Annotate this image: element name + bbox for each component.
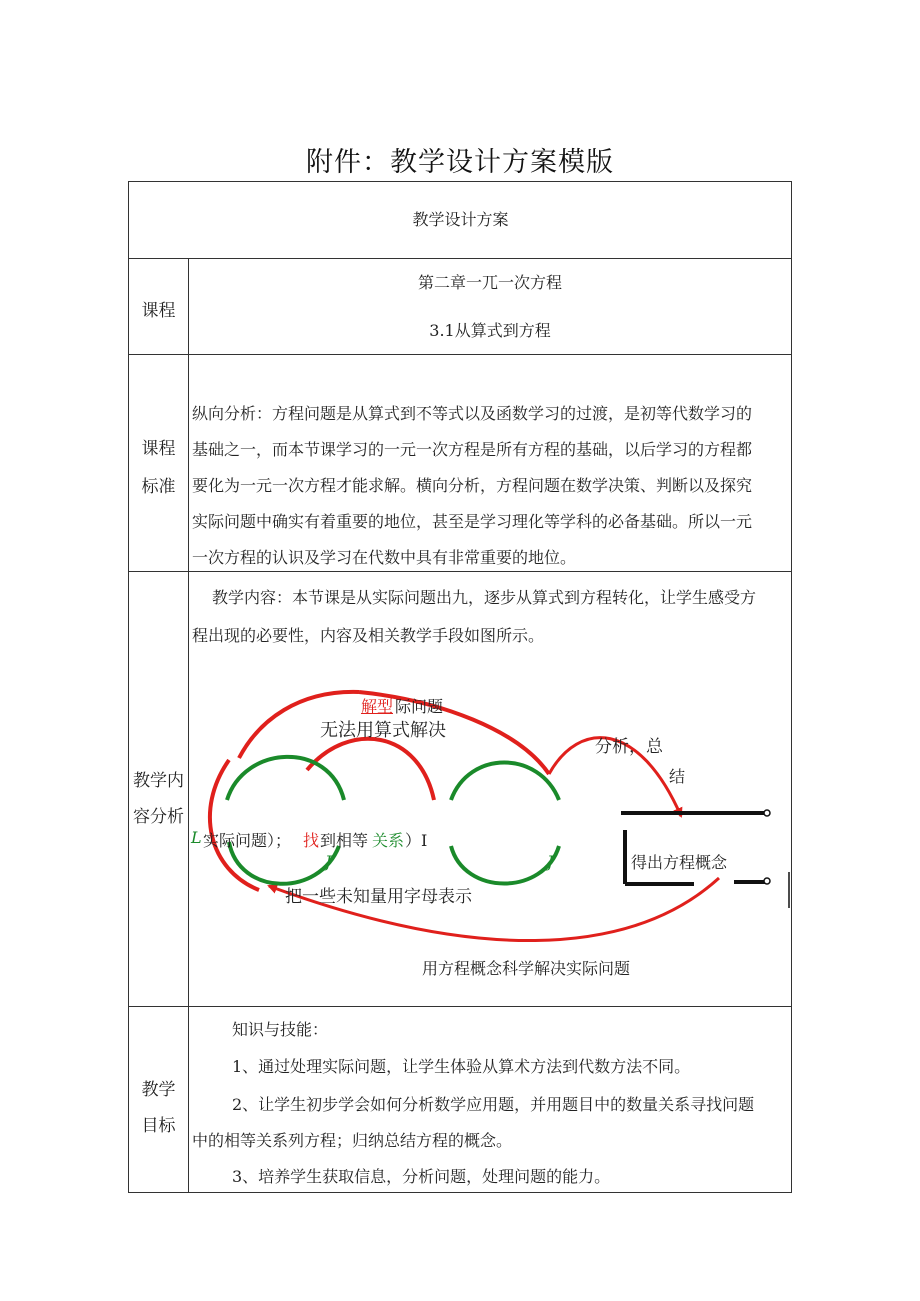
diagram-j-right: J (547, 852, 554, 871)
content-intro-line2: 程出现的必要性，内容及相关教学手段如图所示。 (192, 626, 545, 645)
goals-item-1: 1、通过处理实际问题，让学生体验从算术方法到代数方法不同。 (232, 1057, 691, 1076)
arc-left-outer (210, 760, 259, 890)
document-title: 附件：教学设计方案模版 (306, 147, 614, 178)
content-label-1: 教学内 (133, 771, 184, 791)
diagram-left-l: L (191, 828, 202, 847)
standard-label-1: 课程 (141, 439, 176, 459)
row-divider (128, 1006, 792, 1007)
goals-item-2-line2: 中的相等关系列方程；归纳总结方程的概念。 (192, 1131, 513, 1150)
diagram-relation-close: ）I (405, 831, 428, 850)
teaching-flow-diagram (189, 660, 791, 1005)
diagram-apply: 用方程概念科学解决实际问题 (422, 959, 631, 978)
diagram-top-label: 际问题 (395, 697, 444, 716)
diagram-j-left: J (325, 852, 332, 871)
standard-line: 实际问题中确实有着重要的地位，甚至是学习理化等学科的必备基础。所以一元 (192, 512, 753, 531)
goals-heading: 知识与技能： (232, 1020, 329, 1039)
goals-item-3: 3、培养学生获取信息，分析问题，处理问题的能力。 (232, 1167, 611, 1186)
diagram-concept: 得出方程概念 (631, 853, 728, 872)
diagram-find: 到相等 (320, 831, 369, 850)
standard-paragraph (192, 404, 790, 584)
goals-item-2-line1: 2、让学生初步学会如何分析数学应用题，并用题目中的数量关系寻找问题 (232, 1095, 755, 1114)
diagram-top-label-red: 解型 (361, 697, 394, 716)
standard-line: 一次方程的认识及学习在代数中具有非常重要的地位。 (192, 548, 577, 567)
green-arc-right-bottom (451, 846, 559, 884)
goals-label-2: 目标 (141, 1116, 176, 1136)
content-label-2: 容分析 (133, 807, 184, 827)
diagram-practical: 实际问题）； (203, 831, 292, 850)
standard-line: 要化为一元一次方程才能求解。横向分析，方程问题在数学决策、判断以及探究 (192, 476, 753, 495)
diagram-no-arith: 无法用算式解决 (320, 720, 446, 741)
diagram-summary: 结 (669, 767, 686, 786)
diagram-unknown: 把一些未知量用字母表示 (285, 887, 472, 907)
concept-box-node (764, 810, 770, 816)
green-arc-left-top (227, 757, 344, 800)
course-label: 课程 (141, 301, 176, 321)
standard-line: 基础之一，而本节课学习的一元一次方程是所有方程的基础，以后学习的方程都 (192, 440, 753, 459)
standard-label-2: 标准 (141, 477, 176, 497)
course-section: 3.1从算式到方程 (429, 321, 551, 340)
row-divider (128, 258, 792, 259)
diagram-find-red: 找 (303, 831, 320, 850)
content-intro-line1: 教学内容：本节课是从实际问题出九，逐步从算式到方程转化，让学生感受方 (212, 588, 757, 607)
diagram-analyze: 分析，总 (595, 737, 663, 757)
goals-label-1: 教学 (141, 1080, 176, 1100)
course-chapter: 第二章一兀一次方程 (417, 273, 562, 292)
standard-line: 纵向分析：方程问题是从算式到不等式以及函数学习的过渡，是初等代数学习的 (192, 404, 753, 423)
row-divider (128, 354, 792, 355)
table-header: 教学设计方案 (412, 210, 509, 229)
diagram-relation: 关系 (372, 831, 405, 850)
concept-box-node (764, 878, 770, 884)
